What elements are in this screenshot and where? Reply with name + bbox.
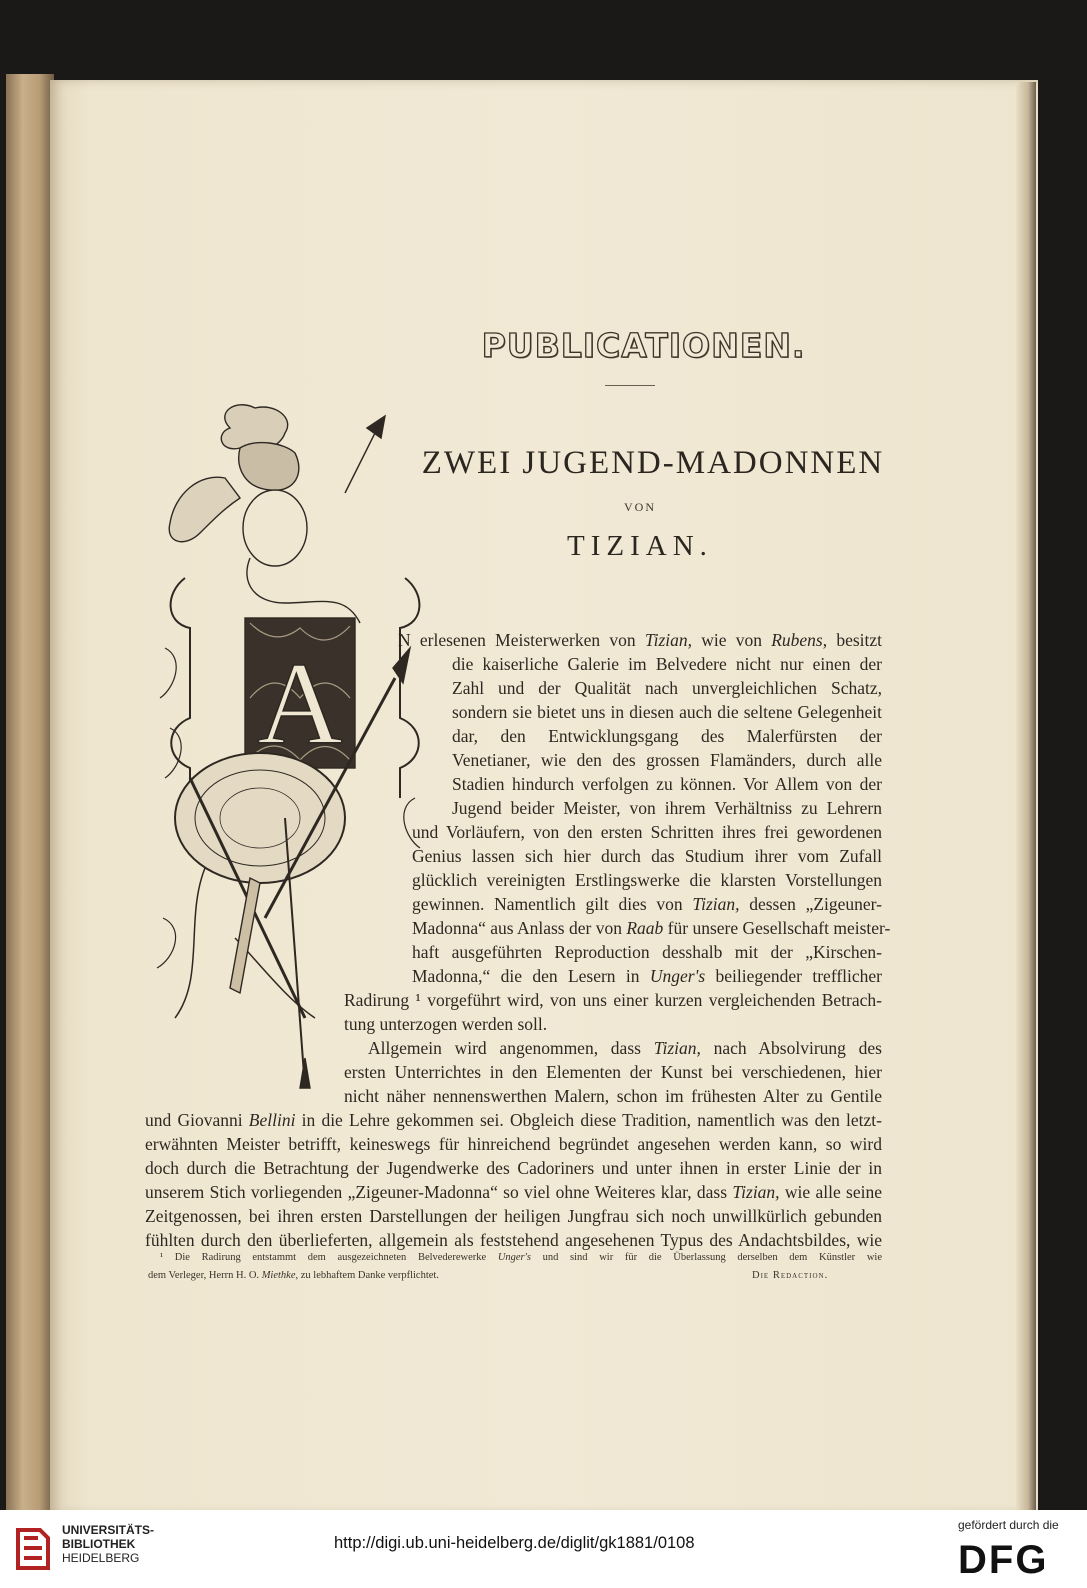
body-line [452, 652, 882, 676]
text-run: Venetianer, wie den des grossen Flamänders, durch alle [452, 750, 882, 770]
text-run: doch durch die Betrachtung der Jugendwerke des Cadoriners und unter ihnen in erster Linie der in [145, 1158, 882, 1178]
text-run: Madonna,“ die den Lesern in [412, 966, 650, 986]
text-run: N erlesenen Meisterwerken von [398, 630, 645, 650]
article-title: ZWEI JUGEND-MADONNEN [421, 445, 885, 481]
article-author: TIZIAN. [567, 530, 713, 562]
body-line [412, 940, 882, 964]
text-run: die kaiserliche Galerie im Belvedere nicht nur einen der [452, 654, 882, 674]
body-line [368, 1036, 882, 1060]
text-run: zu lebhaftem Danke verpflichtet. [298, 1270, 439, 1281]
body-line [452, 772, 882, 796]
text-run: Genius lassen sich hier durch das Studium ihrer vom Zufall [412, 846, 882, 866]
library-name-line1: UNIVERSITÄTS- [62, 1523, 155, 1537]
page-edge [1016, 82, 1036, 1512]
body-line [344, 1060, 882, 1084]
body-line [412, 820, 882, 844]
university-library-logo[interactable] [10, 1524, 54, 1574]
body-line [398, 628, 882, 652]
body-line [145, 1180, 882, 1204]
text-run: wie von [692, 630, 772, 650]
text-run: Radirung ¹ vorgeführt wird, von uns einer kurzen vergleichenden Betrach- [344, 990, 882, 1010]
body-line [145, 1132, 882, 1156]
body-line [452, 748, 882, 772]
text-run: nicht näher nennenswerthen Malern, schon im frühesten Alter zu Gentile [344, 1086, 882, 1106]
text-run: erwähnten Meister betrifft, keineswegs für hinreichend begründet angesehen werden kann, so wird [145, 1134, 882, 1154]
text-run: gewinnen. Namentlich gilt dies von [412, 894, 693, 914]
body-line [145, 1228, 882, 1252]
italic-name: Bellini [248, 1110, 296, 1130]
title-divider [605, 385, 655, 386]
text-run: wie alle seine [779, 1182, 883, 1202]
body-line [412, 964, 882, 988]
text-run: Zahl und der Qualität nach unvergleichlichen Schatz, [452, 678, 882, 698]
dfg-logo[interactable]: DFG [958, 1538, 1049, 1582]
body-line [344, 1084, 882, 1108]
text-run: Madonna“ aus Anlass der von [412, 918, 627, 938]
library-name [62, 1523, 154, 1565]
funded-by-label: gefördert durch die [958, 1518, 1059, 1532]
footnote-line [160, 1252, 882, 1263]
text-run: dem Verleger, Herrn H. O. [148, 1270, 262, 1281]
italic-name: Tizian, [644, 630, 692, 650]
body-line [344, 988, 882, 1012]
text-run: besitzt [827, 630, 882, 650]
book-spine-edge [6, 74, 54, 1510]
italic-name: Tizian, [653, 1038, 701, 1058]
article-byline-von: VON [624, 500, 656, 514]
section-title: PUBLICATIONEN. [481, 326, 806, 365]
text-run: tung unterzogen werden soll. [344, 1014, 548, 1034]
text-run: und Giovanni [145, 1110, 249, 1130]
italic-name: Unger's [497, 1252, 531, 1263]
text-run: glücklich vereinigten Erstlingswerke die klarsten Vorstellungen [412, 870, 882, 890]
text-run: ¹ Die Radirung entstammt dem ausgezeichneten Belvederewerke [160, 1252, 498, 1263]
permalink-url[interactable]: http://digi.ub.uni-heidelberg.de/diglit/gk1881/0108 [334, 1534, 695, 1552]
footnote-signature: Die Redaction. [752, 1270, 829, 1281]
italic-name: Tizian, [732, 1182, 780, 1202]
text-run: Stadien hindurch verfolgen zu können. Vor Allem von der [452, 774, 882, 794]
text-run: und sind wir für die Überlassung derselben dem Künstler wie [530, 1252, 882, 1263]
text-run: fühlten durch den überlieferten, allgemein als feststehend angesehenen Typus des Andachtsbildes, wie [145, 1230, 882, 1250]
body-line [412, 844, 882, 868]
footnote-line [148, 1270, 439, 1281]
text-run: unserem Stich vorliegenden „Zigeuner-Madonna“ so viel ohne Weiteres klar, dass [145, 1182, 733, 1202]
text-run: beiliegender trefflicher [705, 966, 882, 986]
body-line [412, 916, 891, 940]
body-line [412, 868, 882, 892]
italic-name: Miethke, [261, 1270, 299, 1281]
library-name-line2: BIBLIOTHEK [62, 1537, 136, 1551]
text-run: für unsere Gesellschaft meister- [663, 918, 891, 938]
text-run: Allgemein wird angenommen, dass [368, 1038, 654, 1058]
text-run: in die Lehre gekommen sei. Obgleich diese Tradition, namentlich was den letzt- [295, 1110, 882, 1130]
body-line [145, 1156, 882, 1180]
library-name-line3: HEIDELBERG [62, 1551, 140, 1565]
body-line [344, 1012, 600, 1036]
text-run: Jugend beider Meister, von ihrem Verhältniss zu Lehrern [452, 798, 882, 818]
body-line [452, 796, 882, 820]
body-line [145, 1108, 882, 1132]
body-line [412, 892, 882, 916]
text-run: Zeitgenossen, bei ihren ersten Darstellungen der heiligen Jungfrau sich noch unwillkürlich gebunden [145, 1206, 882, 1226]
text-run: sondern sie bietet uns in diesen auch die seltene Gelegenheit [452, 702, 882, 722]
italic-name: Raab [626, 918, 664, 938]
body-line [452, 700, 882, 724]
body-line [145, 1204, 882, 1228]
footer-bar [0, 1510, 1087, 1588]
body-line [452, 724, 882, 748]
text-run: nach Absolvirung des [700, 1038, 882, 1058]
initial-letter: A [257, 638, 343, 769]
text-run: dar, den Entwicklungsgang des Malerfürsten der [452, 726, 882, 746]
text-run: haft ausgeführten Reproduction desshalb mit der „Kirschen- [412, 942, 882, 962]
text-run: ersten Unterrichtes in den Elementen der Kunst bei verschiedenen, hier [344, 1062, 882, 1082]
italic-name: Rubens, [771, 630, 828, 650]
italic-name: Tizian, [692, 894, 740, 914]
body-line [452, 676, 882, 700]
text-run: und Vorläufern, von den ersten Schritten ihres frei gewordenen [412, 822, 882, 842]
italic-name: Unger's [649, 966, 706, 986]
text-run: dessen „Zigeuner- [739, 894, 882, 914]
